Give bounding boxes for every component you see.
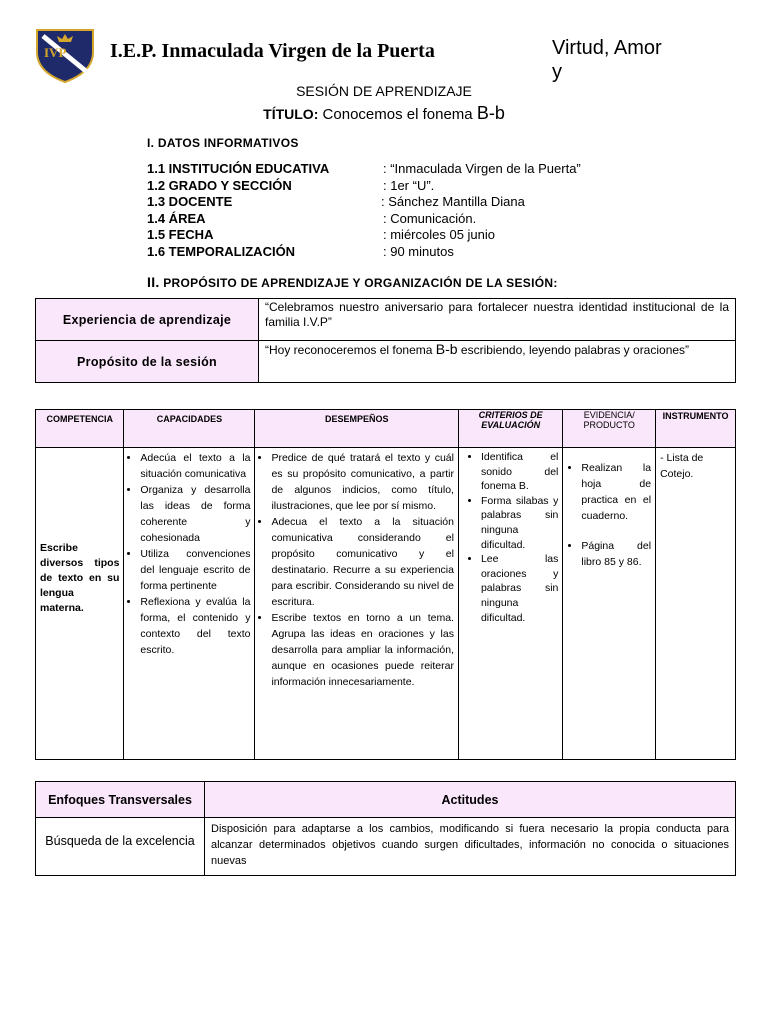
competencia-cell: Escribe diversos tipos de texto en su lengua materna. (36, 448, 124, 760)
experiencia-text: “Celebramos nuestro aniversario para fortalecer nuestra identidad institucional de la familia I.V.P” (259, 299, 736, 341)
session-heading: SESIÓN DE APRENDIZAJE (296, 83, 472, 99)
info-value: : Comunicación. (383, 210, 477, 226)
enfoques-row (36, 818, 736, 876)
info-key: 1.5 FECHA (147, 227, 214, 243)
title-label: TÍTULO: (263, 106, 319, 122)
capacidades-list (128, 450, 250, 658)
purpose-row (36, 341, 736, 383)
list-item: • Página del libro 85 y 86. (581, 538, 651, 570)
col-criterios: CRITERIOS DE EVALUACIÓN (458, 410, 562, 448)
competencias-header-row (36, 410, 736, 448)
title-text: Conocemos el fonema (322, 106, 473, 123)
list-item: • Organiza y desarrolla las ideas de forma coherente y cohesionada (140, 482, 250, 546)
list-item: • Realizan la hoja de practica en el cuaderno. (581, 460, 651, 524)
competencias-row (36, 448, 736, 760)
actitud-cell: Disposición para adaptarse a los cambios, modificando si fuera necesario la propia conducta para alcanzar determinados objetivos cuando surgen dificultades, información no conocida o situaciones nuevas (205, 818, 736, 876)
section-2-title: PROPÓSITO DE APRENDIZAJE Y ORGANIZACIÓN DE LA SESIÓN: (163, 276, 558, 290)
evidencia-list (567, 460, 651, 570)
info-key: 1.2 GRADO Y SECCIÓN (147, 177, 292, 193)
proposito-label: Propósito de la sesión (36, 341, 259, 383)
col-capacidades: CAPACIDADES (124, 410, 255, 448)
desempenos-cell (255, 448, 459, 760)
title-phoneme: B-b (476, 103, 505, 123)
info-value: : miércoles 05 junio (383, 227, 495, 243)
enfoque-cell: Búsqueda de la excelencia (36, 818, 205, 876)
instrumento-cell: - Lista de Cotejo. (656, 448, 736, 760)
experiencia-label: Experiencia de aprendizaje (36, 299, 259, 341)
info-value: : “Inmaculada Virgen de la Puerta” (383, 161, 581, 176)
proposito-phoneme: B-b (435, 341, 458, 357)
list-item: • Lee las oraciones y palabras sin ninguna dificultad. (481, 552, 558, 625)
criterios-cell (458, 448, 562, 760)
info-key: 1.1 INSTITUCIÓN EDUCATIVA (147, 161, 330, 176)
proposito-pre: “Hoy reconoceremos el fonema (265, 343, 433, 357)
enfoques-header: Enfoques Transversales (36, 782, 205, 818)
info-key: 1.3 DOCENTE (147, 194, 233, 210)
list-item: • Utiliza convenciones del lenguaje escrito de forma pertinente (140, 546, 250, 594)
section-2-heading (147, 274, 558, 290)
col-evidencia: EVIDENCIA/ PRODUCTO (563, 410, 656, 448)
competencias-table (35, 409, 736, 760)
col-desempenos: DESEMPEÑOS (255, 410, 459, 448)
logo-letters: IVP (44, 45, 67, 60)
evidencia-cell (563, 448, 656, 760)
list-item: • Escribe textos en torno a un tema. Agrupa las ideas en oraciones y las desarrolla para ampliar la información, aunque en ocasiones puede reiterar información innecesariamente. (271, 610, 454, 690)
list-item: • Reflexiona y evalúa la forma, el contenido y contexto del texto escrito. (140, 594, 250, 658)
criterios-list (463, 450, 558, 625)
enfoques-header-row (36, 782, 736, 818)
actitudes-header: Actitudes (205, 782, 736, 818)
info-key: 1.4 ÁREA (147, 210, 206, 226)
list-item: • Adecúa el texto a la situación comunicativa (140, 450, 250, 482)
purpose-table (35, 298, 736, 383)
proposito-text (259, 341, 736, 383)
school-motto: Virtud, Amor y (552, 37, 662, 83)
list-item: • Forma silabas y palabras sin ninguna dificultad. (481, 494, 558, 552)
desempenos-list (259, 450, 454, 690)
list-item: • Predice de qué tratará el texto y cuál es su propósito comunicativo, a partir de algunos indicios, como título, ilustraciones, que lee por sí mismo. (271, 450, 454, 514)
proposito-post: escribiendo, leyendo palabras y oraciones” (460, 343, 690, 357)
purpose-row (36, 299, 736, 341)
enfoques-table (35, 781, 736, 876)
info-key: 1.6 TEMPORALIZACIÓN (147, 243, 296, 259)
list-item: • Identifica el sonido del fonema B. (481, 450, 558, 494)
info-value: : 90 minutos (383, 243, 454, 259)
col-instrumento: INSTRUMENTO (656, 410, 736, 448)
list-item: • Adecua el texto a la situación comunicativa considerando el propósito comunicativo y el destinatario. Recurre a su experiencia para escribir. Considerando su nivel de escritura. (271, 514, 454, 610)
school-logo (33, 26, 97, 84)
session-title (0, 103, 768, 124)
info-value: : 1er “U”. (383, 177, 435, 193)
capacidades-cell (124, 448, 255, 760)
section-1-heading: I. DATOS INFORMATIVOS (147, 136, 299, 150)
section-2-number: II. (147, 274, 160, 290)
school-name: I.E.P. Inmaculada Virgen de la Puerta (110, 40, 435, 62)
info-value: : Sánchez Mantilla Diana (381, 194, 525, 210)
col-competencia: COMPETENCIA (36, 410, 124, 448)
